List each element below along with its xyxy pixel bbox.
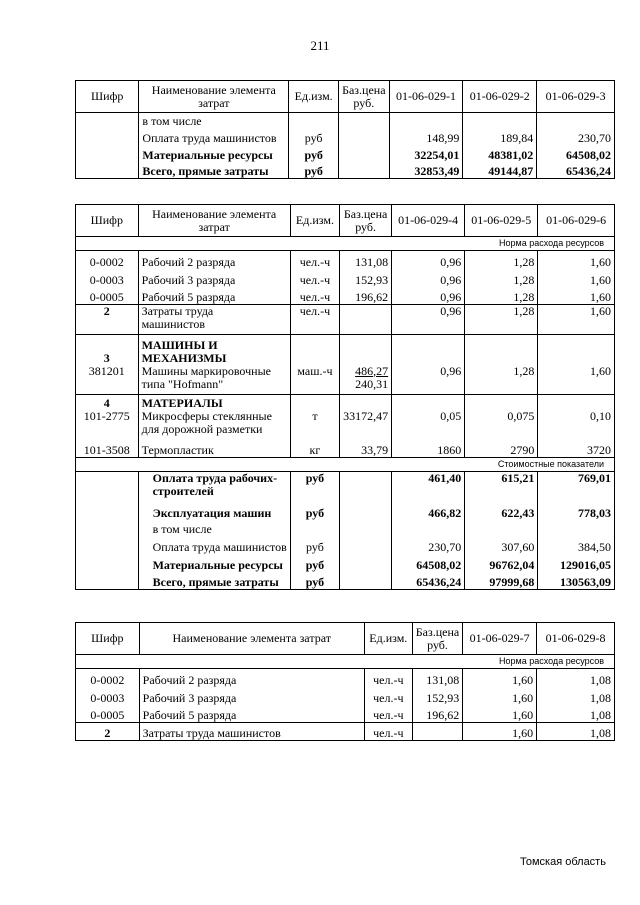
band-row	[76, 655, 615, 669]
table-row	[76, 536, 615, 554]
table-row	[76, 669, 615, 687]
row-value: 0,96	[392, 269, 465, 287]
header-code: Шифр	[76, 81, 139, 113]
row-name: Рабочий 5 разряда	[139, 705, 364, 723]
row-name: Затраты труда машинистов	[138, 305, 290, 335]
row-value: 461,40	[392, 472, 465, 502]
row-price: 486,27 240,31	[340, 365, 392, 395]
footer-region: Томская область	[520, 856, 606, 868]
row-value: 148,99	[389, 128, 463, 145]
row-value: 65436,24	[537, 162, 615, 179]
table-row	[76, 723, 615, 741]
header-code: Шифр	[76, 205, 139, 237]
row-price: 196,62	[340, 287, 392, 305]
table-row	[76, 365, 615, 395]
row-code: 0-0002	[76, 669, 140, 687]
row-value: 65436,24	[392, 572, 465, 590]
header-unit: Ед.изм.	[289, 81, 339, 113]
table-row	[76, 145, 615, 162]
row-value: 0,96	[392, 251, 465, 269]
row-code: 381201	[76, 365, 139, 395]
table-row	[76, 113, 615, 128]
row-value: 1,28	[465, 251, 538, 269]
row-unit: кг	[290, 440, 339, 458]
row-value: 615,21	[465, 472, 538, 502]
row-code: 0-0003	[76, 269, 139, 287]
row-value: 48381,02	[463, 145, 537, 162]
header-col: 01-06-029-4	[392, 205, 465, 237]
row-value: 64508,02	[392, 554, 465, 572]
row-value: 32853,49	[389, 162, 463, 179]
row-price: 33172,47	[340, 410, 392, 440]
row-price: 33,79	[340, 440, 392, 458]
row-value: 130563,09	[538, 572, 615, 590]
row-name: МАШИНЫ И МЕХАНИЗМЫ	[138, 335, 290, 365]
row-value: 129016,05	[538, 554, 615, 572]
header-name: Наименование элемента затрат	[139, 623, 364, 655]
table-row	[76, 269, 615, 287]
row-value: 49144,87	[463, 162, 537, 179]
table-header-row	[76, 205, 615, 237]
row-code: 2	[76, 723, 140, 741]
row-name: Рабочий 3 разряда	[139, 687, 364, 705]
table-row	[76, 572, 615, 590]
table-row	[76, 287, 615, 305]
band-row	[76, 237, 615, 251]
row-value: 1,60	[538, 269, 615, 287]
header-price: Баз.цена руб.	[339, 81, 389, 113]
row-price: 152,93	[412, 687, 462, 705]
row-code: 0-0005	[76, 705, 140, 723]
row-value: 0,96	[392, 305, 465, 335]
header-col: 01-06-029-7	[463, 623, 537, 655]
row-unit: чел.-ч	[290, 287, 339, 305]
row-value: 1,60	[538, 251, 615, 269]
row-value: 778,03	[538, 502, 615, 520]
row-name: Всего, прямые затраты	[138, 572, 290, 590]
header-col: 01-06-029-6	[538, 205, 615, 237]
row-value: 189,84	[463, 128, 537, 145]
row-name: Оплата труда машинистов	[138, 536, 290, 554]
row-unit: руб	[290, 472, 339, 502]
row-name: Материальные ресурсы	[139, 145, 289, 162]
row-name: Микросферы стеклянные для дорожной разметки	[138, 410, 290, 440]
row-name: в том числе	[138, 520, 290, 536]
row-value: 307,60	[465, 536, 538, 554]
page-number: 211	[310, 38, 330, 53]
row-unit: чел.-ч	[290, 251, 339, 269]
row-value: 230,70	[537, 128, 615, 145]
row-value: 230,70	[392, 536, 465, 554]
row-unit: т	[290, 410, 339, 440]
row-value: 1,60	[538, 305, 615, 335]
row-value: 1,60	[538, 287, 615, 305]
row-price: 196,62	[412, 705, 462, 723]
row-code: 4	[76, 395, 139, 410]
row-name: Затраты труда машинистов	[139, 723, 364, 741]
row-unit: чел.-ч	[364, 723, 412, 741]
row-price: 152,93	[340, 269, 392, 287]
table-row	[76, 472, 615, 502]
section-row	[76, 335, 615, 365]
table-row	[76, 687, 615, 705]
row-unit: руб	[289, 145, 339, 162]
row-code: 101-3508	[76, 440, 139, 458]
row-unit: руб	[290, 554, 339, 572]
header-unit: Ед.изм.	[290, 205, 339, 237]
row-value: 1,08	[537, 705, 615, 723]
row-value: 3720	[538, 440, 615, 458]
band-norms: Норма расхода ресурсов	[76, 655, 615, 669]
row-name: в том числе	[139, 113, 289, 128]
row-unit: маш.-ч	[290, 365, 339, 395]
header-col: 01-06-029-1	[389, 81, 463, 113]
band-cost: Стоимостные показатели	[76, 458, 615, 472]
table-header-row	[76, 623, 615, 655]
header-price: Баз.цена руб.	[412, 623, 462, 655]
row-value: 32254,01	[389, 145, 463, 162]
row-code: 2	[76, 305, 139, 335]
cost-table-1	[75, 80, 615, 179]
cost-table-2	[75, 204, 615, 590]
header-col: 01-06-029-8	[537, 623, 615, 655]
row-value: 1,60	[463, 705, 537, 723]
table-row	[76, 705, 615, 723]
row-value: 1,60	[463, 669, 537, 687]
row-value: 0,96	[392, 287, 465, 305]
row-name: Рабочий 5 разряда	[138, 287, 290, 305]
table-row	[76, 305, 615, 335]
table-row	[76, 440, 615, 458]
row-value: 0,10	[538, 410, 615, 440]
row-value: 384,50	[538, 536, 615, 554]
header-name: Наименование элемента затрат	[139, 81, 289, 113]
header-code: Шифр	[76, 623, 140, 655]
row-value: 1,08	[537, 669, 615, 687]
table-row	[76, 520, 615, 536]
row-code: 3	[76, 335, 139, 365]
header-name: Наименование элемента затрат	[138, 205, 290, 237]
row-name: Рабочий 2 разряда	[138, 251, 290, 269]
row-value: 0,075	[465, 410, 538, 440]
row-value: 1,28	[465, 305, 538, 335]
row-value: 1,60	[463, 723, 537, 741]
row-value: 1,60	[538, 365, 615, 395]
row-value: 96762,04	[465, 554, 538, 572]
row-code: 0-0002	[76, 251, 139, 269]
row-name: МАТЕРИАЛЫ	[138, 395, 290, 410]
row-value: 0,96	[392, 365, 465, 395]
cost-table-3	[75, 622, 615, 741]
row-name: Оплата труда машинистов	[139, 128, 289, 145]
row-name: Машины маркировочные типа "Hofmann"	[138, 365, 290, 395]
row-unit: чел.-ч	[364, 669, 412, 687]
row-code: 101-2775	[76, 410, 139, 440]
row-unit: чел.-ч	[364, 687, 412, 705]
band-norms: Норма расхода ресурсов	[76, 237, 615, 251]
table-row	[76, 251, 615, 269]
row-name: Термопластик	[138, 440, 290, 458]
row-price: 131,08	[340, 251, 392, 269]
row-value: 769,01	[538, 472, 615, 502]
header-col: 01-06-029-5	[465, 205, 538, 237]
row-code: 0-0005	[76, 287, 139, 305]
table-row	[76, 128, 615, 145]
row-value: 1,60	[463, 687, 537, 705]
row-value: 2790	[465, 440, 538, 458]
row-code: 0-0003	[76, 687, 140, 705]
row-value: 97999,68	[465, 572, 538, 590]
table-row	[76, 502, 615, 520]
table-header-row	[76, 81, 615, 113]
row-value: 622,43	[465, 502, 538, 520]
table-row	[76, 410, 615, 440]
band-row	[76, 458, 615, 472]
row-value: 1860	[392, 440, 465, 458]
row-unit: руб	[290, 572, 339, 590]
row-name: Материальные ресурсы	[138, 554, 290, 572]
row-name: Оплата труда рабочих- строителей	[138, 472, 290, 502]
row-value: 1,28	[465, 269, 538, 287]
row-unit: руб	[290, 502, 339, 520]
row-name: Рабочий 2 разряда	[139, 669, 364, 687]
row-price: 131,08	[412, 669, 462, 687]
row-name: Рабочий 3 разряда	[138, 269, 290, 287]
row-unit: чел.-ч	[290, 269, 339, 287]
table-row	[76, 554, 615, 572]
header-col: 01-06-029-2	[463, 81, 537, 113]
row-unit: руб	[289, 128, 339, 145]
row-value: 64508,02	[537, 145, 615, 162]
header-col: 01-06-029-3	[537, 81, 615, 113]
row-name: Всего, прямые затраты	[139, 162, 289, 179]
row-value: 1,08	[537, 687, 615, 705]
row-name: Эксплуатация машин	[138, 502, 290, 520]
row-unit: чел.-ч	[290, 305, 339, 335]
section-row	[76, 395, 615, 410]
row-value: 1,08	[537, 723, 615, 741]
row-value: 466,82	[392, 502, 465, 520]
header-unit: Ед.изм.	[364, 623, 412, 655]
row-value: 1,28	[465, 365, 538, 395]
row-unit: чел.-ч	[364, 705, 412, 723]
row-unit: руб	[289, 162, 339, 179]
row-value: 1,28	[465, 287, 538, 305]
row-unit: руб	[290, 536, 339, 554]
table-row	[76, 162, 615, 179]
header-price: Баз.цена руб.	[340, 205, 392, 237]
row-value: 0,05	[392, 410, 465, 440]
